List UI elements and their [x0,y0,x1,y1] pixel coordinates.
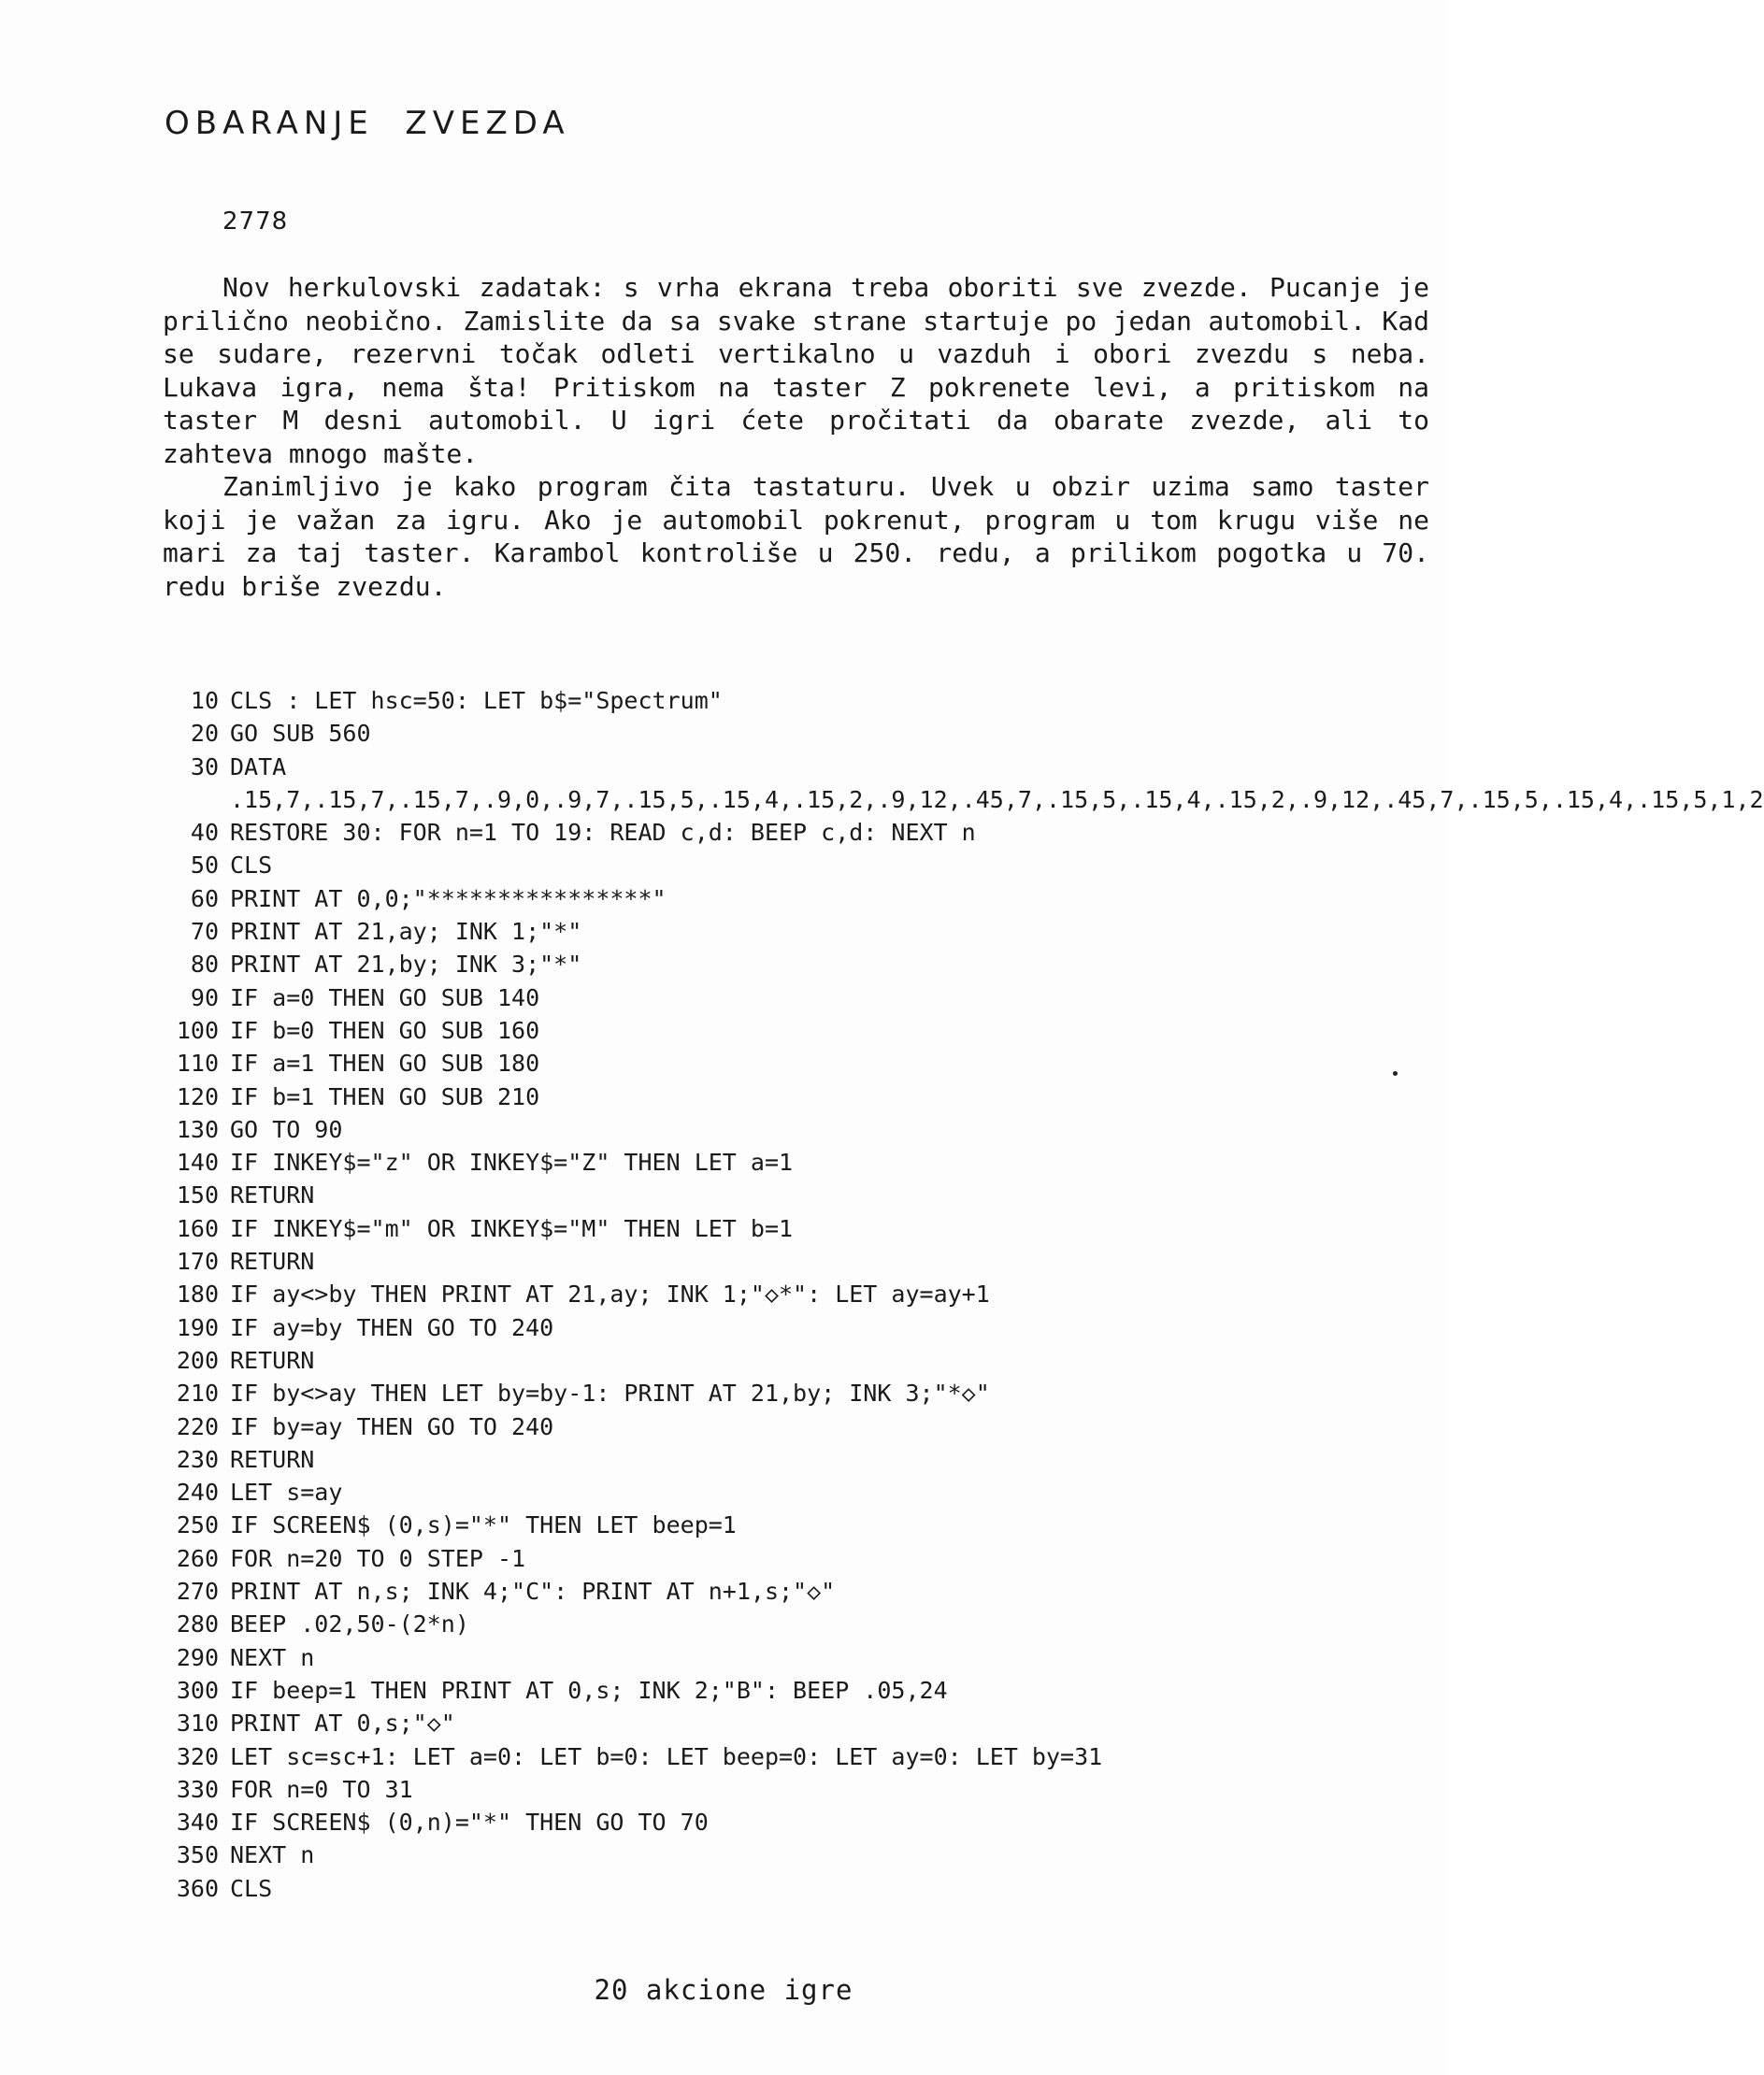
line-code: CLS : LET hsc=50: LET b$="Spectrum" [230,687,723,714]
line-code: PRINT AT 0,s;"◇" [230,1710,455,1738]
line-number: 100 [176,1016,219,1044]
line-code: RETURN [230,1181,315,1209]
line-code: IF ay<>by THEN PRINT AT 21,ay; INK 1;"◇*": LET ay=ay+1 [230,1281,990,1309]
code-line [153,1806,1359,1839]
line-number: 300 [176,1676,219,1704]
code-line [153,1674,1359,1707]
code-line [153,751,1764,817]
code-line [153,1311,1359,1344]
code-line [153,1377,1359,1410]
code-line [153,1839,1359,1871]
code-line [153,1410,1359,1443]
line-code: IF INKEY$="m" OR INKEY$="M" THEN LET b=1 [230,1214,794,1242]
code-line [153,717,1359,750]
line-code: RETURN [230,1346,315,1374]
line-code: LET s=ay [230,1479,343,1507]
code-line [153,1113,1359,1146]
code-line [153,1014,1359,1047]
code-line [153,1179,1359,1211]
line-code: NEXT n [230,1841,315,1869]
line-code: IF a=0 THEN GO SUB 140 [230,983,540,1011]
line-number: 10 [190,687,219,714]
line-number: 110 [176,1050,219,1078]
code-line [153,1047,1359,1080]
line-number: 80 [190,951,219,979]
line-code: RETURN [230,1445,315,1473]
code-line [153,1707,1359,1739]
line-code: PRINT AT n,s; INK 4;"C": PRINT AT n+1,s;"◇" [230,1578,836,1606]
line-code: IF SCREEN$ (0,n)="*" THEN GO TO 70 [230,1809,709,1837]
line-code: CLS [230,1874,273,1902]
code-line [153,684,1359,717]
code-line [153,1773,1359,1806]
line-number: 180 [176,1281,219,1309]
line-number: 240 [176,1479,219,1507]
line-number: 320 [176,1742,219,1770]
line-number: 90 [190,983,219,1011]
code-line [153,948,1359,980]
line-number: 170 [176,1248,219,1276]
line-number: 310 [176,1710,219,1738]
line-number: 270 [176,1578,219,1606]
code-line [153,915,1359,948]
line-code: IF ay=by THEN GO TO 240 [230,1313,554,1341]
code-line [153,1608,1359,1640]
line-number: 220 [176,1412,219,1440]
line-number: 190 [176,1313,219,1341]
code-line [153,849,1359,881]
line-number: 70 [190,918,219,946]
line-code: RESTORE 30: FOR n=1 TO 19: READ c,d: BEEP c,d: NEXT n [230,819,976,847]
code-line [153,816,1359,849]
code-line [153,1245,1359,1278]
line-number: 330 [176,1775,219,1803]
line-code: PRINT AT 21,by; INK 3;"*" [230,951,582,979]
line-code: CLS [230,851,273,880]
line-number: 130 [176,1115,219,1143]
line-number: 150 [176,1181,219,1209]
code-line [153,1509,1359,1541]
code-line [153,1212,1359,1245]
line-code: IF by=ay THEN GO TO 240 [230,1412,554,1440]
line-number: 30 [190,752,219,780]
line-number: 20 [190,720,219,748]
code-line [153,1146,1359,1179]
program-number: 2778 [222,208,289,236]
code-line [153,1542,1359,1575]
line-code: IF SCREEN$ (0,s)="*" THEN LET beep=1 [230,1511,737,1539]
line-number: 40 [190,819,219,847]
paper-speck [1393,1071,1398,1076]
line-code: RETURN [230,1248,315,1276]
line-number: 160 [176,1214,219,1242]
code-line [153,981,1359,1014]
line-number: 200 [176,1346,219,1374]
page-footer: 20 akcione igre [594,1974,853,2006]
code-line [153,1575,1359,1608]
line-code: LET sc=sc+1: LET a=0: LET b=0: LET beep=0: LET ay=0: LET by=31 [230,1742,1103,1770]
line-number: 350 [176,1841,219,1869]
line-number: 60 [190,884,219,912]
line-code: PRINT AT 0,0;"****************" [230,884,667,912]
code-line [153,1080,1359,1113]
intro-text [163,271,1429,603]
line-code: IF a=1 THEN GO SUB 180 [230,1050,540,1078]
code-line [153,1278,1359,1310]
code-line [153,882,1359,915]
code-line [153,1872,1359,1905]
basic-code-listing [153,684,1764,1905]
line-number: 50 [190,851,219,880]
line-code: GO TO 90 [230,1115,343,1143]
line-code: PRINT AT 21,ay; INK 1;"*" [230,918,582,946]
line-code: IF b=0 THEN GO SUB 160 [230,1016,540,1044]
line-number: 290 [176,1643,219,1671]
line-code: NEXT n [230,1643,315,1671]
line-number: 210 [176,1380,219,1408]
page-title: OBARANJE ZVEZDA [165,105,570,142]
line-code: FOR n=20 TO 0 STEP -1 [230,1544,526,1572]
code-line [153,1344,1359,1377]
code-line [153,1740,1359,1773]
line-number: 230 [176,1445,219,1473]
line-code: IF b=1 THEN GO SUB 210 [230,1082,540,1110]
line-code: BEEP .02,50-(2*n) [230,1610,469,1639]
code-line [153,1476,1359,1509]
line-code: IF beep=1 THEN PRINT AT 0,s; INK 2;"B": BEEP .05,24 [230,1676,948,1704]
line-number: 340 [176,1809,219,1837]
line-code: FOR n=0 TO 31 [230,1775,413,1803]
line-code: IF INKEY$="z" OR INKEY$="Z" THEN LET a=1 [230,1149,794,1177]
line-code: IF by<>ay THEN LET by=by-1: PRINT AT 21,by; INK 3;"*◇" [230,1380,990,1408]
line-code: DATA .15,7,.15,7,.15,7,.9,0,.9,7,.15,5,.15,4,.15,2,.9,12,.45,7,.15,5,.15,4,.15,2,.9,12,.45,7,.15,5,.15,4,.15,5,1,2 [230,752,1764,813]
code-line [153,1641,1359,1674]
line-number: 260 [176,1544,219,1572]
intro-paragraph: Zanimljivo je kako program čita tastaturu. Uvek u obzir uzima samo taster koji je važan za igru. Ako je automobil pokrenut, program u tom krugu više ne mari za taj taster. Karambol kontroliše u 250. redu, a prilikom pogotka u 70. redu briše zvezdu. [163,471,1429,602]
line-number: 280 [176,1610,219,1639]
line-number: 120 [176,1082,219,1110]
line-number: 360 [176,1874,219,1902]
line-number: 140 [176,1149,219,1177]
line-code: GO SUB 560 [230,720,371,748]
code-line [153,1443,1359,1476]
line-number: 250 [176,1511,219,1539]
intro-paragraph: Nov herkulovski zadatak: s vrha ekrana treba oboriti sve zvezde. Pucanje je prilično neobično. Zamislite da sa svake strane startuje po jedan automobil. Kad se sudare, rezervni točak odleti vertikalno u vazduh i obori zvezdu s neba. Lukava igra, nema šta! Pritiskom na taster Z pokrenete levi, a pritiskom na taster M desni automobil. U igri ćete pročitati da obarate zvezde, ali to zahteva mnogo mašte. [163,272,1429,469]
